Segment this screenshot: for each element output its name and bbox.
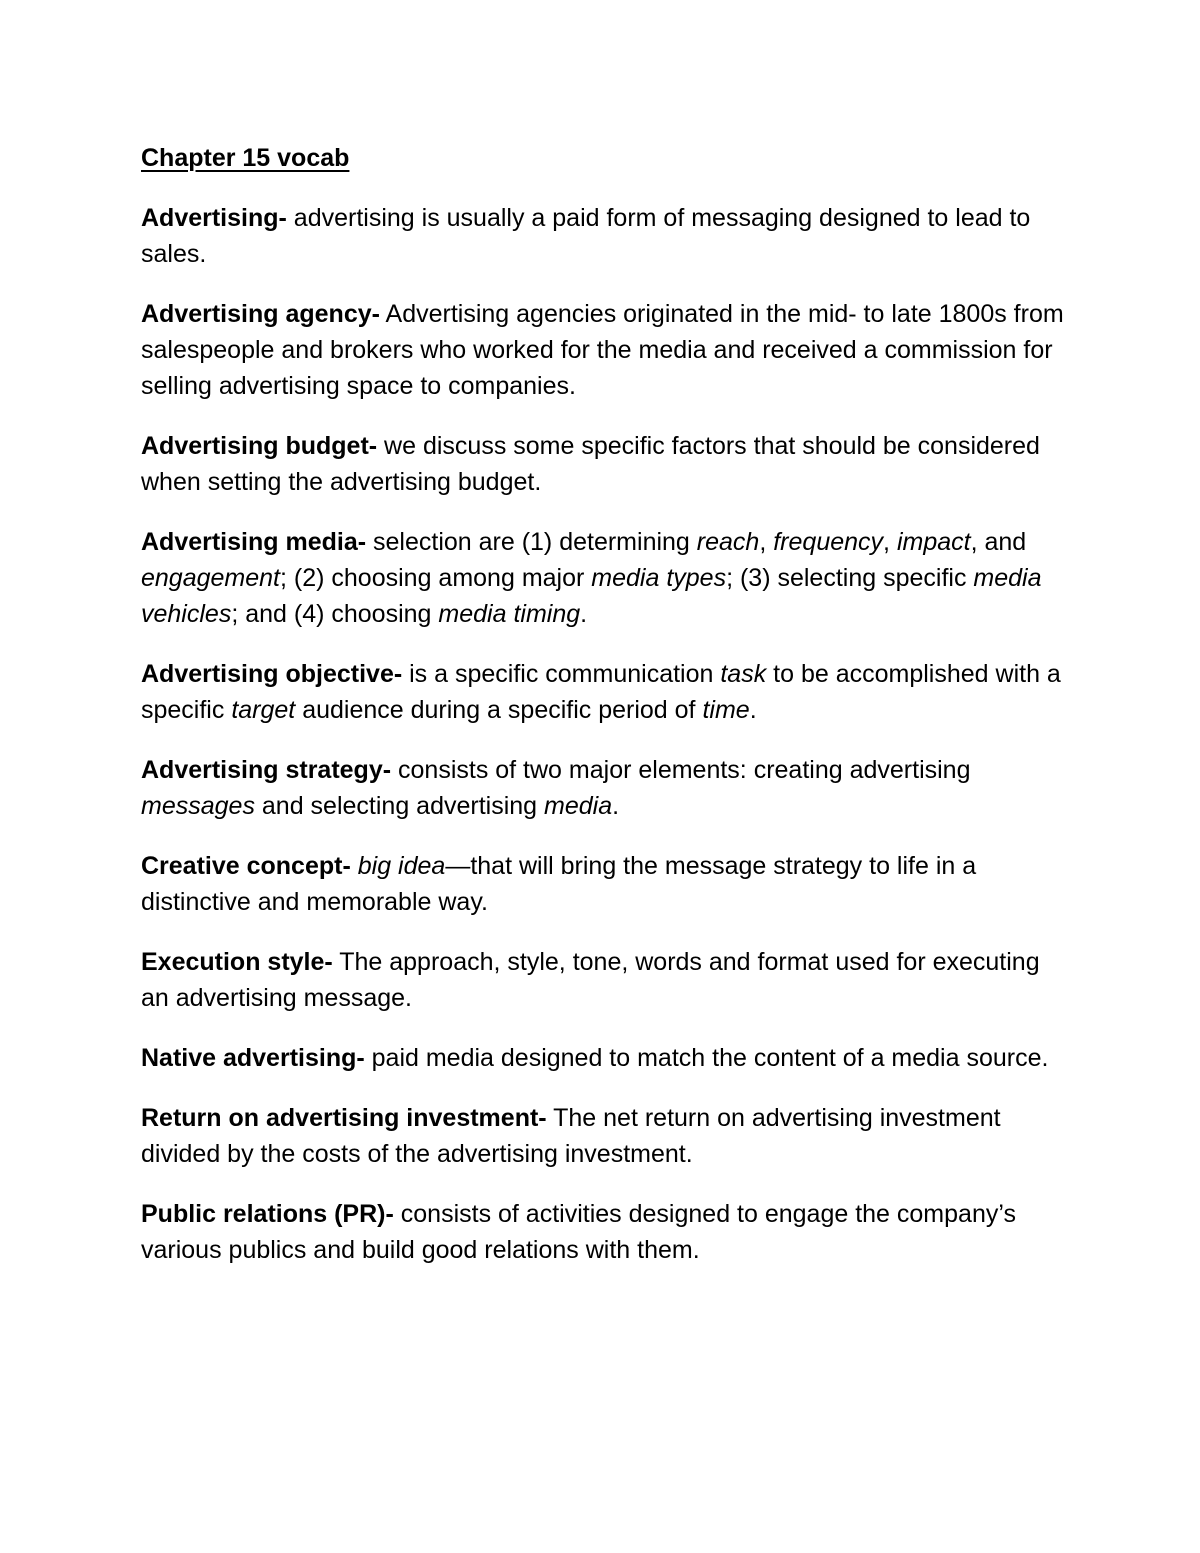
definition-emphasis: reach xyxy=(696,528,760,556)
definition-text: . xyxy=(612,792,620,820)
vocab-entry xyxy=(141,656,1071,728)
vocab-entry xyxy=(141,1040,1071,1076)
definition-emphasis: media types xyxy=(591,564,727,592)
vocab-term: Advertising- xyxy=(141,204,287,232)
definition-text: advertising is usually a paid form of messaging designed to lead to sales. xyxy=(141,204,1031,268)
vocab-entry xyxy=(141,428,1071,500)
definition-text: ; and (4) choosing xyxy=(231,600,439,628)
definition-text: The approach, style, tone, words and format used for executing an advertising message. xyxy=(141,948,1040,1012)
definition-emphasis: time xyxy=(702,696,750,724)
vocab-term: Advertising strategy- xyxy=(141,756,392,784)
definition-text: The net return on advertising investment divided by the costs of the advertising investment. xyxy=(141,1104,1001,1168)
definition-text xyxy=(351,852,358,880)
definition-emphasis: impact xyxy=(896,528,971,556)
vocab-term: Return on advertising investment- xyxy=(141,1104,547,1132)
definition-emphasis: media xyxy=(544,792,613,820)
definition-emphasis: media timing xyxy=(438,600,581,628)
definition-text: , xyxy=(759,528,774,556)
definition-text: ; (2) choosing among major xyxy=(280,564,592,592)
definition-emphasis: media vehicles xyxy=(141,564,1042,628)
definition-text: is a specific communication xyxy=(402,660,721,688)
vocab-entry xyxy=(141,1100,1071,1172)
definition-emphasis: task xyxy=(720,660,767,688)
definition-text: paid media designed to match the content of a media source. xyxy=(364,1044,1049,1072)
vocab-list xyxy=(141,200,1071,1268)
definition-text: . xyxy=(580,600,588,628)
vocab-term: Advertising agency- xyxy=(141,300,380,328)
definition-text: ; (3) selecting specific xyxy=(726,564,974,592)
definition-text: consists of two major elements: creating advertising xyxy=(391,756,971,784)
vocab-entry xyxy=(141,848,1071,920)
definition-text: . xyxy=(749,696,757,724)
vocab-term: Advertising media- xyxy=(141,528,367,556)
definition-text: , xyxy=(883,528,897,556)
vocab-entry xyxy=(141,1196,1071,1268)
definition-text: to be accomplished with a specific xyxy=(141,660,1061,724)
vocab-term: Native advertising- xyxy=(141,1044,365,1072)
definition-text: Advertising agencies originated in the mid- to late 1800s from salespeople and brokers who worked for the media and received a commission for selling advertising space to companies. xyxy=(141,300,1064,400)
definition-emphasis: target xyxy=(231,696,296,724)
definition-emphasis: big idea xyxy=(357,852,446,880)
vocab-term: Advertising budget- xyxy=(141,432,378,460)
definition-text: audience during a specific period of xyxy=(295,696,703,724)
definition-text: —that will bring the message strategy to life in a distinctive and memorable way. xyxy=(141,852,977,916)
vocab-term: Creative concept- xyxy=(141,852,351,880)
vocab-entry xyxy=(141,752,1071,824)
document-page xyxy=(141,140,1071,1292)
vocab-entry xyxy=(141,944,1071,1016)
vocab-entry xyxy=(141,296,1071,404)
definition-emphasis: messages xyxy=(141,792,255,820)
definition-emphasis: frequency xyxy=(773,528,884,556)
document-title: Chapter 15 vocab xyxy=(141,144,350,172)
vocab-entry xyxy=(141,524,1071,632)
definition-text: selection are (1) determining xyxy=(366,528,697,556)
definition-text: , and xyxy=(970,528,1027,556)
vocab-term: Execution style- xyxy=(141,948,333,976)
vocab-term: Public relations (PR)- xyxy=(141,1200,394,1228)
definition-text: and selecting advertising xyxy=(254,792,545,820)
vocab-term: Advertising objective- xyxy=(141,660,403,688)
definition-text: consists of activities designed to engage the company’s various publics and build good relations with them. xyxy=(141,1200,1016,1264)
vocab-entry xyxy=(141,200,1071,272)
definition-emphasis: engagement xyxy=(141,564,281,592)
definition-text: we discuss some specific factors that should be considered when setting the advertising budget. xyxy=(141,432,1040,496)
